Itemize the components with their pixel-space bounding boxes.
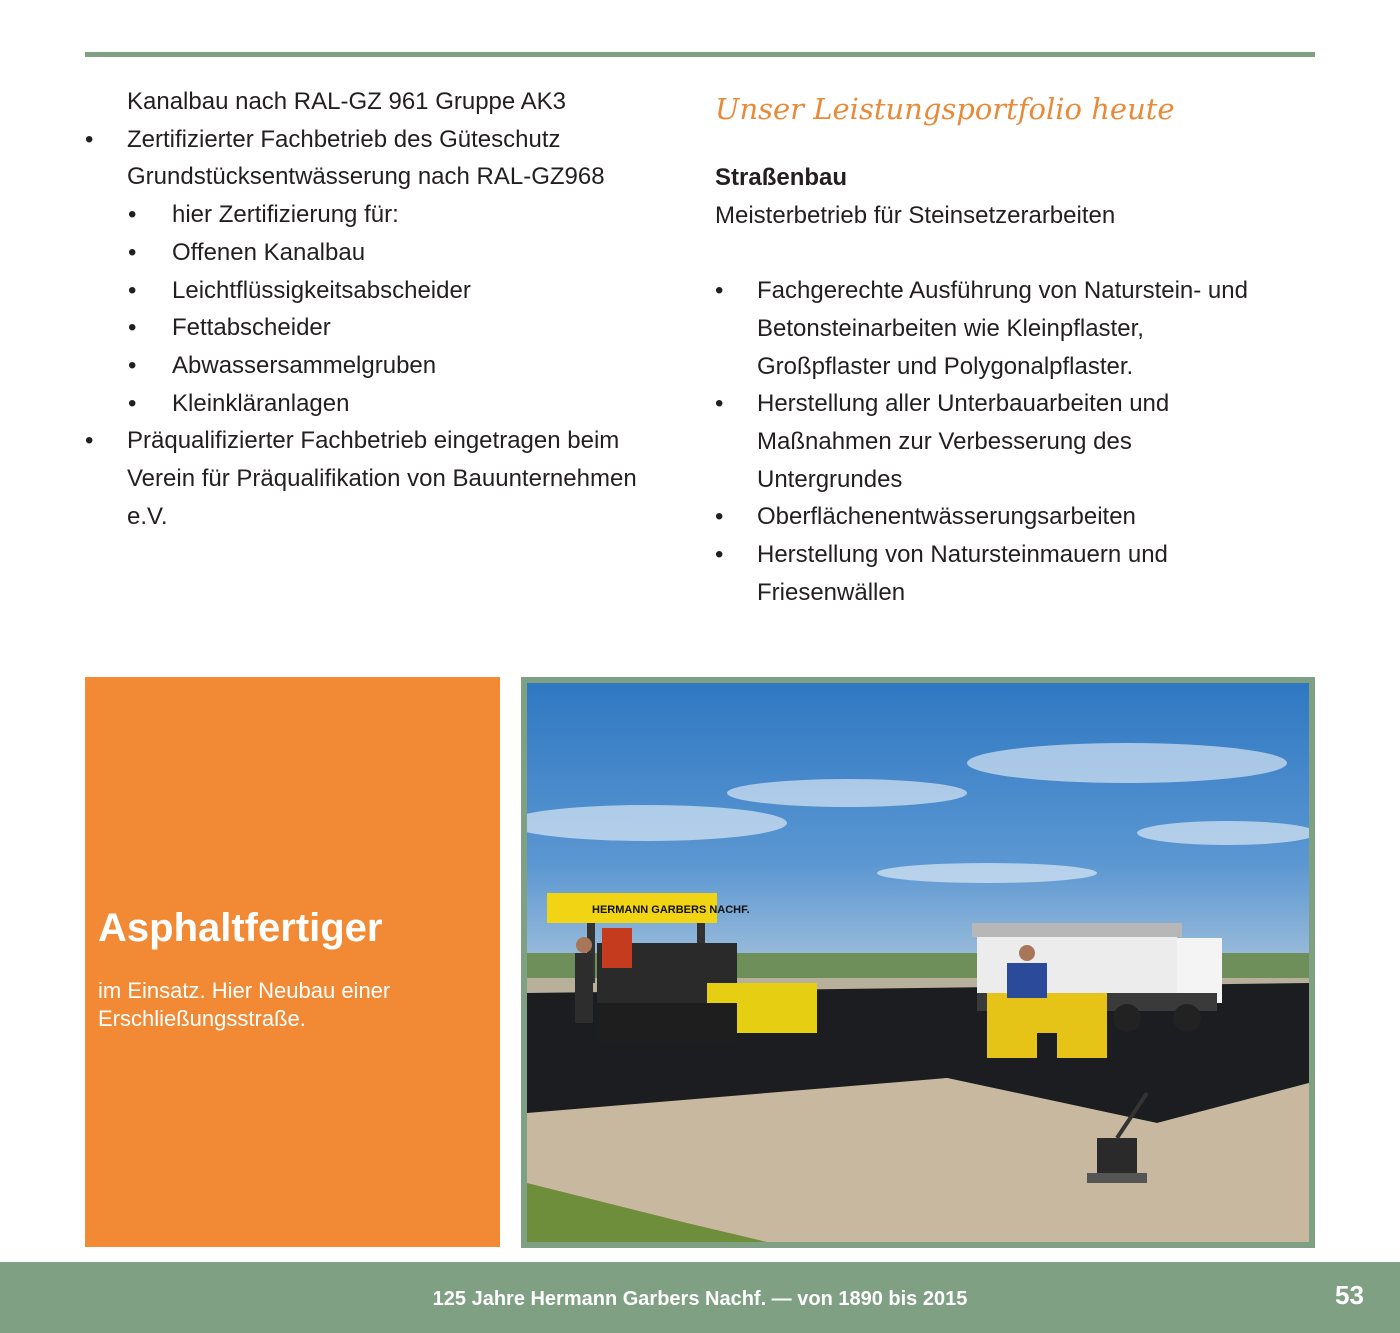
list-item-text: Kleinkläranlagen <box>172 389 350 417</box>
intro-text: Meisterbetrieb für Steinsetzerarbeiten <box>715 201 1116 229</box>
construction-photo-illustration <box>527 683 1309 1242</box>
list-item <box>85 385 695 423</box>
footer-text: 125 Jahre Hermann Garbers Nachf. — von 1890 bis 2015 <box>432 1288 968 1310</box>
list-item <box>85 347 695 385</box>
list-item <box>85 121 695 159</box>
bullet: • <box>128 351 137 379</box>
list-item-text: Betonsteinarbeiten wie Kleinpflaster, <box>757 314 1144 342</box>
list-item <box>85 234 695 272</box>
bullet: • <box>128 276 137 304</box>
bullet: • <box>715 390 724 418</box>
list-item-text: Fachgerechte Ausführung von Naturstein- und <box>757 277 1248 305</box>
list-item-text: Friesenwällen <box>757 578 906 606</box>
list-item-text: Oberflächenentwässerungsarbeiten <box>757 503 1136 531</box>
list-item-text: Fettabscheider <box>172 314 331 342</box>
bullet: • <box>128 389 137 417</box>
spacer <box>715 234 1325 272</box>
bullet: • <box>715 503 724 531</box>
list-item <box>715 574 1325 612</box>
list-item <box>85 196 695 234</box>
worker <box>575 953 593 1023</box>
list-item-text: Herstellung von Natursteinmauern und <box>757 541 1168 569</box>
list-item <box>715 423 1325 461</box>
caption-box <box>85 677 500 1247</box>
bullet: • <box>128 238 137 266</box>
list-item <box>85 498 695 536</box>
bullet: • <box>715 277 724 305</box>
list-item <box>715 310 1325 348</box>
page-number: 53 <box>1335 1280 1364 1310</box>
list-item <box>85 83 695 121</box>
list-item-text: e.V. <box>127 502 168 530</box>
paver-sign: HERMANN GARBERS NACHF. <box>592 904 750 916</box>
list-item <box>715 348 1325 386</box>
left-column <box>85 83 695 535</box>
list-item <box>85 309 695 347</box>
worker-head <box>576 937 592 953</box>
bullet: • <box>128 201 137 229</box>
bullet: • <box>85 125 94 153</box>
list-item-text: Untergrundes <box>757 465 903 493</box>
bullet: • <box>128 314 137 342</box>
list-item <box>715 536 1325 574</box>
top-rule <box>85 52 1315 57</box>
section-heading: Unser Leistungsportfolio heute <box>715 92 1175 126</box>
list-item-text: Offenen Kanalbau <box>172 238 366 266</box>
list-item <box>85 422 695 460</box>
list-item <box>715 498 1325 536</box>
list-item-text: Grundstücksentwässerung nach RAL-GZ968 <box>127 163 605 191</box>
list-item-text: Maßnahmen zur Verbesserung des <box>757 427 1132 455</box>
list-item <box>715 461 1325 499</box>
list-item-text: hier Zertifizierung für: <box>172 201 399 229</box>
caption-text: im Einsatz. Hier Neubau einer Erschließungsstraße. <box>98 978 391 1031</box>
list-item-text: Großpflaster und Polygonalpflaster. <box>757 352 1134 380</box>
list-item-text: Abwassersammelgruben <box>172 351 437 379</box>
list-item <box>85 272 695 310</box>
list-item-text: Verein für Präqualifikation von Bauunternehmen <box>127 465 637 493</box>
list-item-text: Zertifizierter Fachbetrieb des Güteschutz <box>127 125 561 153</box>
subheading: Straßenbau <box>715 164 848 191</box>
list-item-text: Kanalbau nach RAL-GZ 961 Gruppe AK3 <box>127 88 566 115</box>
list-item-text: Präqualifizierter Fachbetrieb eingetragen beim <box>127 427 620 455</box>
bullet: • <box>715 541 724 569</box>
list-item <box>85 158 695 196</box>
list-item-text: Herstellung aller Unterbauarbeiten und <box>757 390 1170 418</box>
list-item <box>715 272 1325 310</box>
footer <box>0 1262 1400 1333</box>
list-item <box>85 460 695 498</box>
bullet: • <box>85 427 94 455</box>
list-item-text: Leichtflüssigkeitsabscheider <box>172 276 471 304</box>
right-column <box>715 83 1325 611</box>
caption-title: Asphaltfertiger <box>98 906 383 950</box>
construction-photo <box>521 677 1315 1248</box>
list-item <box>715 385 1325 423</box>
